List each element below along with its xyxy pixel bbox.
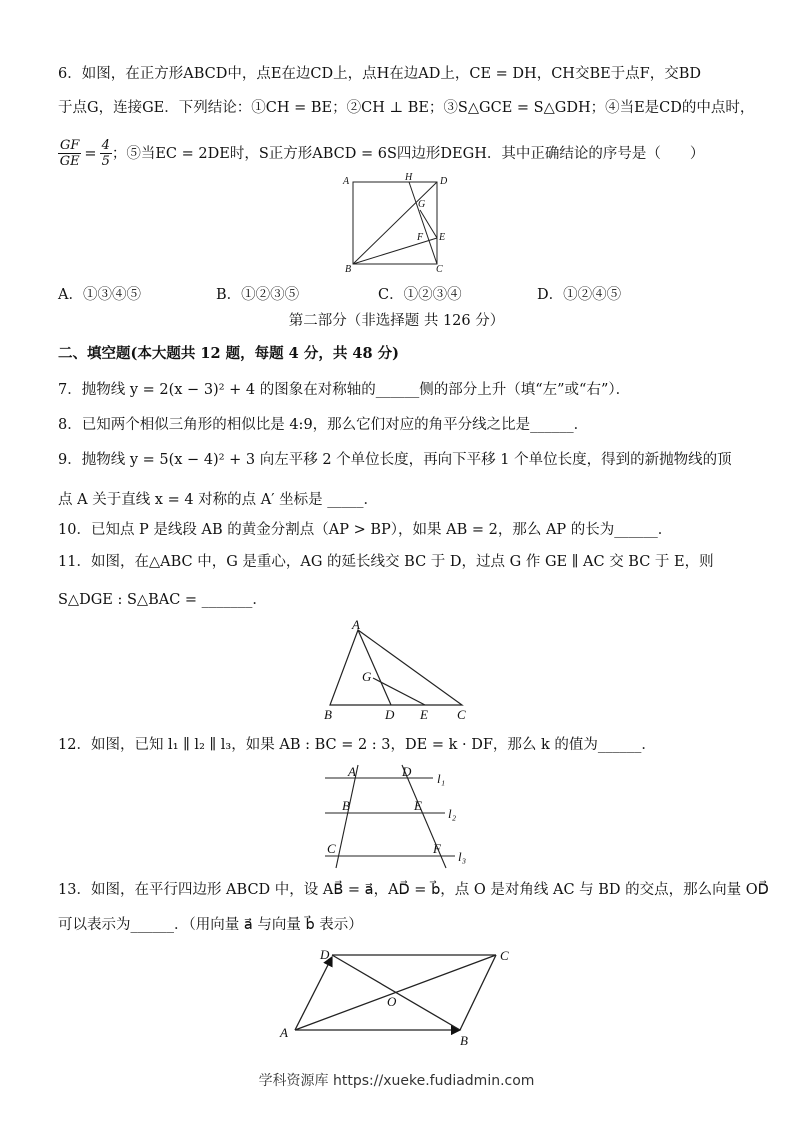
q6-line2: 于点G，连接GE．下列结论：①CH = BE；②CH ⊥ BE；③S△GCE = S△GDH；④当E是CD的中点时，	[58, 100, 755, 116]
q11-label-b: B	[324, 707, 332, 722]
q6-label-g: G	[418, 199, 426, 210]
q12-label-l3: l₃	[458, 849, 467, 864]
section2-heading: 二、填空题(本大题共 12 题，每题 4 分，共 48 分)	[58, 345, 399, 362]
q6-option-c: C．①②③④	[378, 287, 462, 303]
q10-text: 10．已知点 P 是线段 AB 的黄金分割点（AP > BP），如果 AB = 2，那么 AP 的长为______．	[58, 522, 673, 538]
q12-parallel-lines-figure	[0, 760, 793, 870]
q11-triangle-figure	[0, 615, 793, 725]
q13-label-b: B	[460, 1033, 468, 1048]
q12-label-b: B	[342, 798, 350, 813]
q13-line2: 可以表示为______．（用向量 a⃗ 与向量 b⃗ 表示）	[58, 917, 363, 933]
q13-label-o: O	[387, 994, 397, 1009]
q6-line3: $\frac{GF}{GE}$ = $\frac{4}{5}$ ；⑤当EC = 2DE时，S正方形ABCD = 6S四边形DEGH．其中正确结论的序号是（ ）	[59, 138, 705, 169]
q6-fraction-ratio: $\frac{GF}{GE}$	[59, 138, 80, 169]
part2-title: 第二部分（非选择题 共 126 分）	[288, 313, 505, 329]
q9-line2: 点 A 关于直线 x = 4 对称的点 A′ 坐标是 _____．	[58, 492, 379, 508]
q6-label-d: D	[440, 176, 448, 187]
q7-text: 7．抛物线 y = 2(x − 3)² + 4 的图象在对称轴的______侧的部分上升（填“左”或“右”）．	[58, 382, 631, 398]
q12-label-d: D	[402, 764, 412, 779]
q6-label-a: A	[343, 176, 350, 187]
q6-label-b: B	[345, 264, 352, 275]
q13-label-a: A	[280, 1025, 288, 1040]
q13-label-d: D	[320, 947, 330, 962]
q6-label-e: E	[439, 232, 446, 243]
q6-fraction-value: $\frac{4}{5}$	[101, 138, 110, 169]
q6-option-a: A．①③④⑤	[58, 287, 141, 303]
q6-label-h: H	[405, 172, 413, 183]
q11-label-e: E	[420, 707, 428, 722]
q12-label-l1: l₁	[437, 771, 446, 786]
q12-label-l2: l₂	[448, 806, 457, 821]
q9-line1: 9．抛物线 y = 5(x − 4)² + 3 向左平移 2 个单位长度，再向下平移 1 个单位长度，得到的新抛物线的顶	[58, 452, 732, 468]
q12-line1: 12．如图，已知 l₁ ∥ l₂ ∥ l₃，如果 AB : BC = 2 : 3，DE = k · DF，那么 k 的值为______．	[58, 737, 656, 753]
q11-label-d: D	[385, 707, 395, 722]
q6-line1: 6．如图，在正方形ABCD中，点E在边CD上，点H在边AD上，CE = DH，CH交BE于点F，交BD	[58, 66, 702, 82]
q12-label-a: A	[348, 764, 356, 779]
q11-label-a: A	[352, 617, 360, 632]
q12-label-f: F	[433, 841, 441, 856]
q11-label-g: G	[362, 669, 372, 684]
q12-label-e: E	[414, 798, 422, 813]
q6-option-d: D．①②④⑤	[537, 287, 622, 303]
q8-text: 8．已知两个相似三角形的相似比是 4:9，那么它们对应的角平分线之比是______．	[58, 417, 589, 433]
footer-watermark: 学科资源库 https://xueke.fudiadmin.com	[258, 1073, 535, 1089]
q6-label-c: C	[436, 264, 443, 275]
q11-line1: 11．如图，在△ABC 中，G 是重心，AG 的延长线交 BC 于 D，过点 G 作 GE ∥ AC 交 BC 于 E，则	[58, 554, 714, 570]
q11-label-c: C	[457, 707, 466, 722]
q11-line2: S△DGE : S△BAC = _______．	[58, 592, 267, 608]
q13-label-c: C	[500, 948, 509, 963]
q13-line1: 13．如图，在平行四边形 ABCD 中，设 AB⃗ = a⃗，AD⃗ = b⃗，点 O 是对角线 AC 与 BD 的交点，那么向量 OD⃗	[58, 882, 769, 898]
q6-option-b: B．①②③⑤	[216, 287, 300, 303]
q12-label-c: C	[327, 841, 336, 856]
q6-label-f: F	[417, 232, 424, 243]
q13-parallelogram-figure	[0, 945, 793, 1055]
